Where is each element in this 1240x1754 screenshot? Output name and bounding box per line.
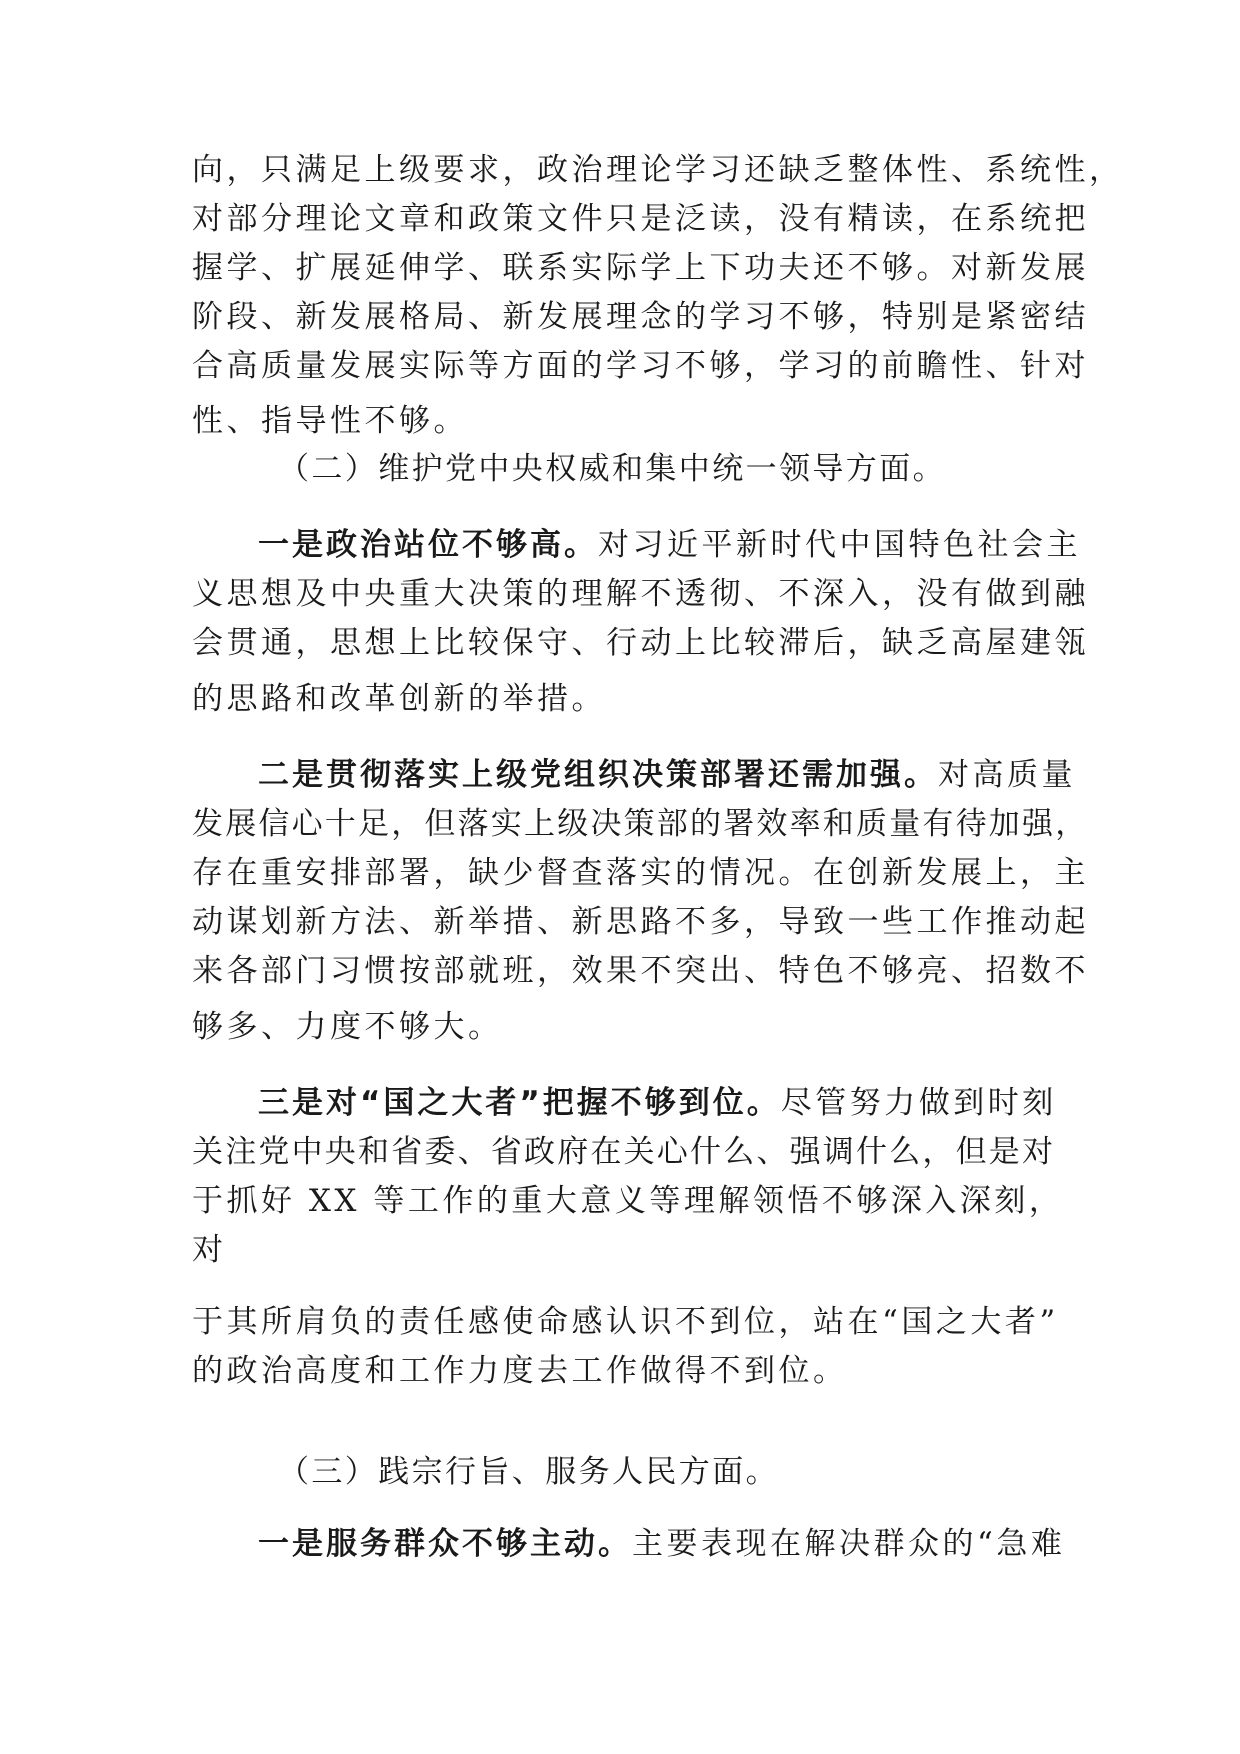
paragraph-first-line xyxy=(258,1524,1065,1564)
paragraph-lead: 一是服务群众不够主动。 xyxy=(258,1526,632,1562)
paragraph-lead: 一是政治站位不够高。 xyxy=(258,527,598,563)
text-line: 性、指导性不够。 xyxy=(192,403,468,439)
paragraph-lead: 三是对“国之大者”把握不够到位。 xyxy=(258,1085,781,1121)
text-line: 义思想及中央重大决策的理解不透彻、不深入，没有做到融 xyxy=(192,576,1089,612)
text-line: 阶段、新发展格局、新发展理念的学习不够，特别是紧密结 xyxy=(192,299,1089,335)
section-heading: （三）践宗行旨、服务人民方面。 xyxy=(278,1454,779,1490)
text-line: 握学、扩展延伸学、联系实际学上下功夫还不够。对新发展 xyxy=(192,250,1089,286)
text-line: 于抓好 XX 等工作的重大意义等理解领悟不够深入深刻， xyxy=(192,1183,1064,1219)
text-line: 合高质量发展实际等方面的学习不够，学习的前瞻性、针对 xyxy=(192,348,1089,384)
text-line: 的思路和改革创新的举措。 xyxy=(192,681,606,717)
paragraph-text: 主要表现在解决群众的“急难 xyxy=(632,1526,1066,1562)
text-line: 来各部门习惯按部就班，效果不突出、特色不够亮、招数不 xyxy=(192,953,1089,989)
paragraph-text: 对高质量 xyxy=(938,757,1076,793)
text-line: 发展信心十足，但落实上级决策部的署效率和质量有待加强， xyxy=(192,806,1089,842)
text-line: 对部分理论文章和政策文件只是泛读，没有精读，在系统把 xyxy=(192,201,1089,237)
paragraph-text: 尽管努力做到时刻 xyxy=(780,1085,1057,1121)
paragraph-lead: 二是贯彻落实上级党组织决策部署还需加强。 xyxy=(258,757,938,793)
text-line: 动谋划新方法、新举措、新思路不多，导致一些工作推动起 xyxy=(192,904,1089,940)
paragraph-text: 对习近平新时代中国特色社会主 xyxy=(598,527,1081,563)
text-line: 对 xyxy=(192,1232,227,1268)
paragraph-first-line xyxy=(258,1083,1057,1123)
text-line: 够多、力度不够大。 xyxy=(192,1009,503,1045)
text-line: 于其所肩负的责任感使命感认识不到位，站在“国之大者” xyxy=(192,1304,1059,1340)
text-line: 关注党中央和省委、省政府在关心什么、强调什么，但是对 xyxy=(192,1134,1056,1170)
paragraph-first-line xyxy=(258,755,1076,795)
text-line: 会贯通，思想上比较保守、行动上比较滞后，缺乏高屋建瓴 xyxy=(192,625,1089,661)
text-line: 向，只满足上级要求，政治理论学习还缺乏整体性、系统性， xyxy=(192,152,1124,188)
paragraph-first-line xyxy=(258,525,1081,565)
text-line: 的政治高度和工作力度去工作做得不到位。 xyxy=(192,1353,848,1389)
text-line: 存在重安排部署，缺少督查落实的情况。在创新发展上，主 xyxy=(192,855,1089,891)
section-heading: （二）维护党中央权威和集中统一领导方面。 xyxy=(278,451,946,487)
